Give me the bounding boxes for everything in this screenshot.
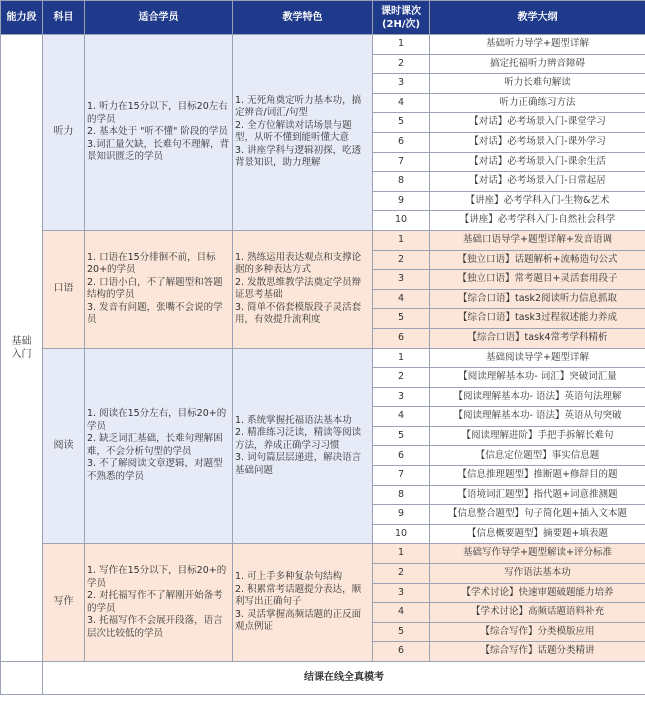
lesson-row	[1, 544, 645, 564]
lesson-number: 7	[373, 152, 430, 172]
subject-writing: 写作	[43, 544, 85, 662]
lesson-number: 4	[373, 603, 430, 623]
header-row	[1, 1, 645, 35]
lesson-number: 2	[373, 54, 430, 74]
lesson-number: 3	[373, 74, 430, 94]
lesson-number: 1	[373, 348, 430, 368]
lesson-number: 10	[373, 524, 430, 544]
lesson-number: 7	[373, 466, 430, 486]
lesson-title: 【综合口语】task4常考学科精析	[430, 328, 645, 348]
students-writing: 1. 写作在15分以下，目标20+的学员 2. 对托福写作不了解刚开始备考的学员 3. 托福写作不会展开段落，语言层次比较低的学员	[85, 544, 233, 662]
lesson-number: 6	[373, 642, 430, 662]
lesson-title: 听力长难句解读	[430, 74, 645, 94]
lesson-title: 【对话】必考场景入门-日常起居	[430, 172, 645, 192]
lesson-number: 5	[373, 426, 430, 446]
footer-row	[1, 662, 645, 695]
lesson-number: 1	[373, 35, 430, 55]
lesson-title: 写作语法基本功	[430, 564, 645, 584]
lesson-title: 基础口语导学+题型详解+发音语调	[430, 230, 645, 250]
lesson-title: 【独立口语】常考题目+灵活套用段子	[430, 270, 645, 290]
lesson-number: 3	[373, 583, 430, 603]
lesson-title: 基础阅读导学+题型详解	[430, 348, 645, 368]
lesson-number: 5	[373, 309, 430, 329]
lesson-title: 【对话】必考场景入门-课堂学习	[430, 113, 645, 133]
header-lessons-line1: 课时课次	[381, 5, 421, 17]
lesson-title: 【阅读理解基本功- 语法】英语句法理解	[430, 387, 645, 407]
footer-spacer	[1, 662, 43, 695]
level-line2: 入门	[11, 349, 32, 360]
features-reading: 1. 系统掌握托福语法基本功 2. 精准练习泛读，精读等阅读方法，养成正确学习习惯 3. 词句篇层层递进，解决语言基础问题	[233, 348, 373, 544]
lesson-title: 【独立口语】话题解析+流畅造句公式	[430, 250, 645, 270]
lesson-title: 【讲座】必考学科入门-自然社会科学	[430, 211, 645, 231]
level-cell	[1, 35, 43, 662]
lesson-title: 基础写作导学+题型解读+评分标准	[430, 544, 645, 564]
lesson-number: 2	[373, 564, 430, 584]
lesson-title: 【学术讨论】高频话题语料补充	[430, 603, 645, 623]
lesson-number: 5	[373, 622, 430, 642]
lesson-title: 【阅读理解基本功- 词汇】突破词汇量	[430, 368, 645, 388]
lesson-number: 4	[373, 289, 430, 309]
features-writing: 1. 可上手多种复杂句结构 2. 积累常考话题提分表达，顺利写出正确句子 3. 灵活掌握高频话题的正反面观点例证	[233, 544, 373, 662]
lesson-number: 8	[373, 172, 430, 192]
lesson-title: 【学术讨论】快速审题破题能力培养	[430, 583, 645, 603]
lesson-title: 【阅读理解基本功- 语法】英语从句突破	[430, 407, 645, 427]
lesson-number: 8	[373, 485, 430, 505]
header-outline: 教学大纲	[430, 1, 645, 35]
footer-exam: 结课在线全真模考	[43, 662, 645, 695]
lesson-number: 3	[373, 387, 430, 407]
header-features: 教学特色	[233, 1, 373, 35]
students-listening: 1. 听力在15分以下，目标20左右的学员 2. 基本处于 "听不懂" 阶段的学员 3.词汇量欠缺，长难句不理解，背景知识匮乏的学员	[85, 35, 233, 231]
lesson-number: 4	[373, 407, 430, 427]
lesson-number: 2	[373, 250, 430, 270]
lesson-title: 【对话】必考场景入门-课余生活	[430, 152, 645, 172]
lesson-number: 6	[373, 328, 430, 348]
lesson-row	[1, 35, 645, 55]
header-subject: 科目	[43, 1, 85, 35]
lesson-number: 1	[373, 544, 430, 564]
header-level: 能力段	[1, 1, 43, 35]
header-students: 适合学员	[85, 1, 233, 35]
lesson-title: 【信息推理题型】推断题+修辞目的题	[430, 466, 645, 486]
lesson-number: 10	[373, 211, 430, 231]
subject-listening: 听力	[43, 35, 85, 231]
subject-reading: 阅读	[43, 348, 85, 544]
header-lessons-line2: (2H/次)	[381, 18, 421, 30]
lesson-title: 基础听力导学+题型详解	[430, 35, 645, 55]
lesson-number: 6	[373, 132, 430, 152]
lesson-title: 【综合写作】话题分类精讲	[430, 642, 645, 662]
lesson-number: 9	[373, 191, 430, 211]
lesson-number: 1	[373, 230, 430, 250]
students-reading: 1. 阅读在15分左右，目标20+的学员 2. 缺乏词汇基础，长难句理解困难，不会分析句型的学员 3. 不了解阅读文章逻辑，对题型不熟悉的学员	[85, 348, 233, 544]
lesson-row	[1, 348, 645, 368]
lesson-title: 【综合写作】分类模版应用	[430, 622, 645, 642]
lesson-title: 【综合口语】task2阅读听力信息抓取	[430, 289, 645, 309]
lesson-title: 搞定托福听力辨音障碍	[430, 54, 645, 74]
lesson-number: 5	[373, 113, 430, 133]
lesson-number: 4	[373, 93, 430, 113]
features-speaking: 1. 熟练运用表达观点和支撑论据的多种表达方式 2. 发散思维教学法奠定学员辩证思考基础 3. 简单不俗套模版段子灵活套用，有效提升流利度	[233, 230, 373, 348]
lesson-number: 9	[373, 505, 430, 525]
lesson-row	[1, 230, 645, 250]
lesson-title: 【讲座】必考学科入门-生物&艺术	[430, 191, 645, 211]
lesson-title: 【信息定位题型】事实信息题	[430, 446, 645, 466]
lesson-title: 【信息概要题型】摘要题+填表题	[430, 524, 645, 544]
lesson-number: 6	[373, 446, 430, 466]
features-listening: 1. 无死角奠定听力基本功，搞定辨音/词汇/句型 2. 全方位解读对话场景与题型，从听不懂到能听懂大意 3. 讲座学科与逻辑初探，吃透背景知识，助力理解	[233, 35, 373, 231]
lesson-title: 听力正确练习方法	[430, 93, 645, 113]
lesson-title: 【对话】必考场景入门-课外学习	[430, 132, 645, 152]
header-lessons	[373, 1, 430, 35]
lesson-title: 【阅读理解进阶】手把手拆解长难句	[430, 426, 645, 446]
lesson-title: 【信息整合题型】句子简化题+插入文本题	[430, 505, 645, 525]
students-speaking: 1. 口语在15分徘徊不前，目标20+的学员 2. 口语小白，不了解题型和答题结构的学员 3. 发音有问题，张嘴不会说的学员	[85, 230, 233, 348]
lesson-title: 【综合口语】task3过程叙述能力养成	[430, 309, 645, 329]
subject-speaking: 口语	[43, 230, 85, 348]
level-line1: 基础	[11, 336, 32, 347]
lesson-number: 2	[373, 368, 430, 388]
lesson-number: 3	[373, 270, 430, 290]
lesson-title: 【语境词汇题型】指代题+词意推测题	[430, 485, 645, 505]
